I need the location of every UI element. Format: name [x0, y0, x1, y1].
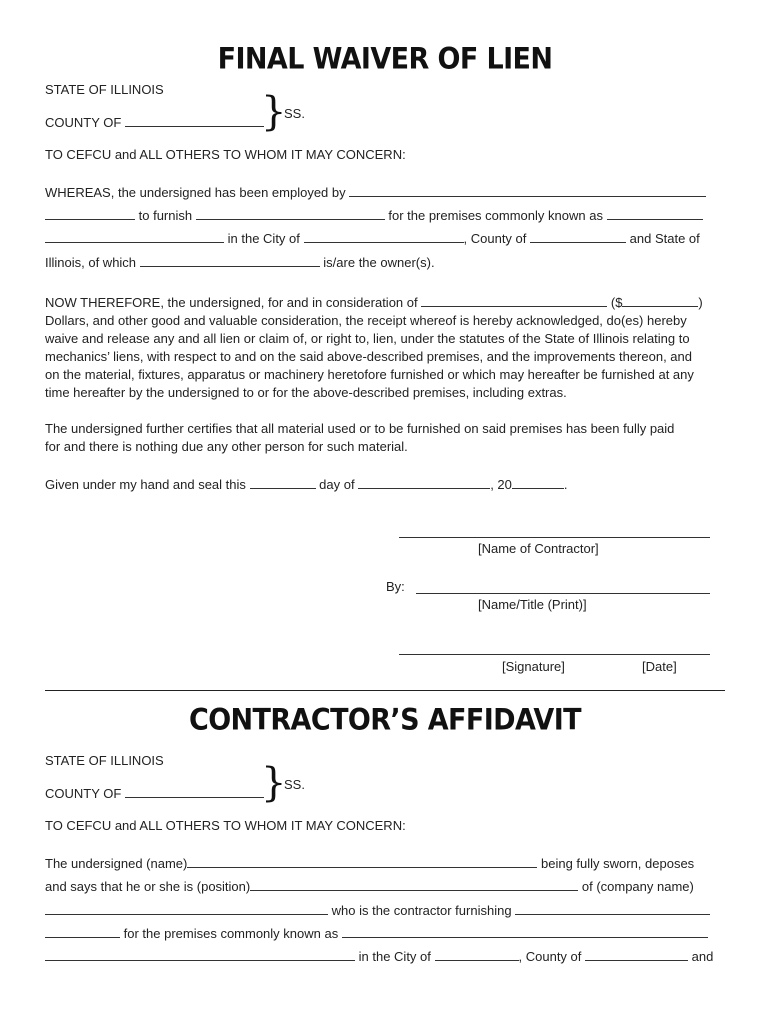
contractor-furnishing-text: who is the contractor furnishing [331, 903, 512, 918]
consideration-text: NOW THEREFORE, the undersigned, for and in consideration of [45, 295, 418, 310]
affidavit-premises-text: for the premises commonly known as [123, 926, 339, 941]
state-of-text: and State of [629, 231, 700, 246]
employer-field[interactable] [349, 184, 706, 197]
city-field[interactable] [304, 230, 464, 243]
waiver-now-line-3: waive and release any and all lien or claim of, or right to, lien, under the statutes of the State of Illinois relating to [45, 331, 690, 346]
section-divider [45, 690, 725, 691]
signature-line[interactable] [399, 654, 710, 655]
day-of-text: day of [319, 477, 355, 492]
affidavit-county-label: COUNTY OF [45, 786, 122, 801]
position-field[interactable] [250, 878, 578, 891]
waiver-county-row [45, 114, 264, 131]
premises-known-as-text: for the premises commonly known as [388, 208, 603, 223]
affidavit-line-5 [45, 948, 713, 965]
and-text: and [691, 949, 714, 964]
premises-field-a[interactable] [607, 207, 703, 220]
waiver-to-line: TO CEFCU and ALL OTHERS TO WHOM IT MAY CONCERN: [45, 147, 406, 162]
furnishing-field[interactable] [515, 902, 710, 915]
waiver-whereas-line-3 [45, 230, 700, 247]
furnish-field[interactable] [196, 207, 385, 220]
waiver-brace: } [261, 89, 287, 135]
affidavit-ss-label: SS. [284, 777, 305, 792]
dollar-close-text: ) [698, 295, 703, 310]
waiver-ss-label: SS. [284, 106, 305, 121]
waiver-whereas-line-4 [45, 254, 435, 271]
waiver-whereas-line-2 [45, 207, 703, 224]
contractor-name-caption: [Name of Contractor] [478, 541, 599, 556]
given-text: Given under my hand and seal this [45, 477, 246, 492]
waiver-state-label: STATE OF ILLINOIS [45, 82, 164, 97]
dollar-open-text: ($ [610, 295, 623, 310]
owners-text: is/are the owner(s). [323, 255, 435, 270]
affidavit-line-4 [45, 925, 708, 942]
affiant-name-field[interactable] [187, 855, 537, 868]
company-name-text: of (company name) [581, 879, 694, 894]
waiver-further-line-2: for and there is nothing due any other person for such material. [45, 439, 408, 454]
waiver-further-line-1: The undersigned further certifies that all material used or to be furnished on said premises has been fully paid [45, 421, 675, 436]
work-type-field[interactable] [45, 207, 135, 220]
affidavit-city-text: in the City of [358, 949, 431, 964]
contractor-name-line[interactable] [399, 537, 710, 538]
company-name-field[interactable] [45, 902, 328, 915]
whereas-employed-text: WHEREAS, the undersigned has been employed by [45, 185, 346, 200]
year-prefix-text: , 20 [490, 477, 512, 492]
affidavit-line-2 [45, 878, 694, 895]
date-caption: [Date] [642, 659, 677, 674]
name-title-caption: [Name/Title (Print)] [478, 597, 587, 612]
waiver-now-line-4: mechanics’ liens, with respect to and on the said above-described premises, and the improvements thereon, and [45, 349, 692, 364]
owner-field[interactable] [140, 254, 320, 267]
period-text: . [563, 477, 568, 492]
waiver-now-line-6: time hereafter by the undersigned to or for the above-described premises, including extras. [45, 385, 567, 400]
name-title-line[interactable] [416, 593, 710, 594]
county-field[interactable] [530, 230, 626, 243]
waiver-county-label: COUNTY OF [45, 115, 122, 130]
affidavit-to-line: TO CEFCU and ALL OTHERS TO WHOM IT MAY CONCERN: [45, 818, 406, 833]
position-text: and says that he or she is (position) [45, 879, 251, 894]
affidavit-county-field[interactable] [125, 785, 264, 798]
affidavit-premises-field-b[interactable] [45, 948, 355, 961]
waiver-now-line-1 [45, 294, 703, 311]
affidavit-premises-field[interactable] [342, 925, 708, 938]
waiver-title: FINAL WAIVER OF LIEN [217, 42, 553, 77]
affidavit-county-of-text: , County of [518, 949, 582, 964]
signature-caption: [Signature] [502, 659, 565, 674]
affidavit-line-1 [45, 855, 694, 872]
waiver-now-line-2: Dollars, and other good and valuable consideration, the receipt whereof is hereby acknowledged, do(es) hereby [45, 313, 687, 328]
affidavit-title: CONTRACTOR’S AFFIDAVIT [188, 703, 581, 738]
by-label: By: [386, 579, 405, 594]
consideration-amount-field[interactable] [622, 294, 698, 307]
consideration-words-field[interactable] [421, 294, 607, 307]
affidavit-state-label: STATE OF ILLINOIS [45, 753, 164, 768]
given-year-field[interactable] [512, 476, 564, 489]
waiver-given-line [45, 476, 568, 493]
sworn-text: being fully sworn, deposes [540, 856, 695, 871]
affidavit-line-3 [45, 902, 710, 919]
affidavit-brace: } [261, 760, 287, 806]
county-of-text: , County of [463, 231, 527, 246]
waiver-county-field[interactable] [125, 114, 264, 127]
to-furnish-text: to furnish [138, 208, 193, 223]
affidavit-county-row [45, 785, 264, 802]
waiver-now-line-5: on the material, fixtures, apparatus or machinery heretofore furnished or which may hereafter be furnished at any [45, 367, 694, 382]
premises-field-b[interactable] [45, 230, 224, 243]
given-month-field[interactable] [358, 476, 490, 489]
city-of-text: in the City of [227, 231, 300, 246]
undersigned-name-text: The undersigned (name) [45, 856, 188, 871]
affidavit-city-field[interactable] [435, 948, 519, 961]
affidavit-work-field[interactable] [45, 925, 120, 938]
illinois-of-which-text: Illinois, of which [45, 255, 137, 270]
waiver-whereas-line-1 [45, 184, 706, 201]
given-day-field[interactable] [250, 476, 316, 489]
affidavit-county-name-field[interactable] [585, 948, 688, 961]
